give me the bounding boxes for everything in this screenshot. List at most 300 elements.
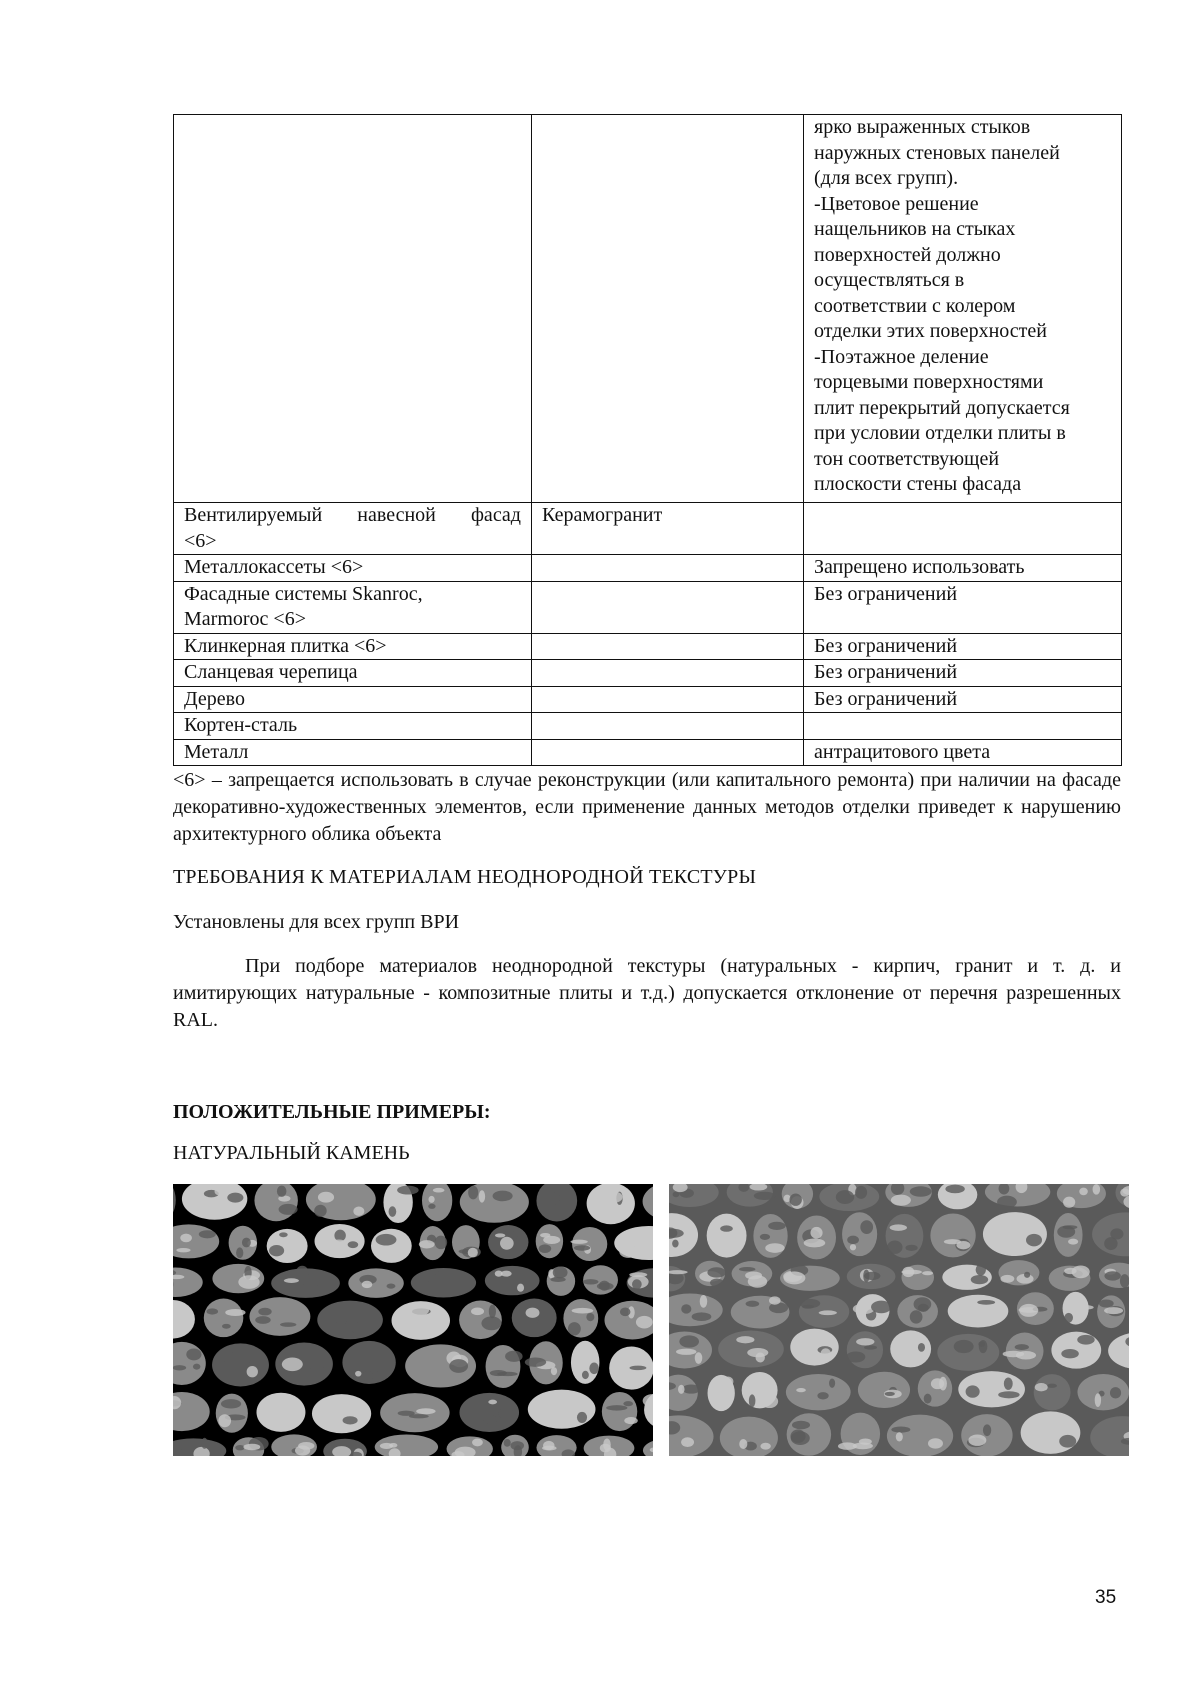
stone-speckle <box>796 1388 806 1392</box>
stone-speckle <box>258 1308 271 1316</box>
stone-speckle <box>396 1202 405 1214</box>
stone-speckle <box>362 1371 373 1381</box>
stone-speckle <box>504 1439 511 1447</box>
stone-speckle <box>262 1416 269 1421</box>
stone-speckle <box>389 1206 397 1217</box>
stone-speckle <box>789 1194 801 1206</box>
stone-wall-photo-2 <box>669 1184 1129 1456</box>
stone-speckle <box>318 1192 334 1203</box>
stone-speckle <box>939 1377 947 1391</box>
stone-speckle <box>355 1371 361 1377</box>
stone-shape <box>528 1390 596 1429</box>
stone-speckle <box>1064 1268 1077 1274</box>
stone-shape <box>718 1331 784 1368</box>
stone-speckle <box>605 1192 622 1203</box>
stone-speckle <box>353 1207 364 1216</box>
stone-speckle <box>1030 1224 1040 1228</box>
stone-speckle <box>343 1416 358 1424</box>
stone-speckle <box>235 1445 245 1450</box>
stone-speckle <box>636 1316 653 1329</box>
stone-speckle <box>864 1345 877 1349</box>
body-paragraph: При подборе материалов неоднородной текстуры (натуральных - кирпич, гранит и т. д. и имитирующих натуральные - композитные плиты и т.д.) допускается отклонение от перечня разрешенных RAL. <box>173 955 1121 1031</box>
stone-shape <box>371 1229 412 1263</box>
stone-speckle <box>769 1296 781 1304</box>
stone-speckle <box>249 1360 255 1365</box>
facade-materials-table <box>173 114 1122 766</box>
stone-speckle <box>1104 1271 1120 1280</box>
stone-speckle <box>468 1248 478 1258</box>
stone-speckle <box>547 1205 563 1213</box>
stone-speckle <box>859 1438 872 1444</box>
stone-speckle <box>910 1310 923 1323</box>
stone-shape <box>256 1393 305 1432</box>
stone-speckle <box>1063 1197 1075 1208</box>
stone-shape <box>1034 1374 1071 1410</box>
stone-speckle <box>376 1234 397 1246</box>
stone-speckle <box>856 1338 874 1345</box>
table-cell <box>532 713 804 740</box>
cell-line: Вентилируемый навесной фасад <box>184 504 521 526</box>
stone-speckle <box>173 1365 186 1370</box>
stone-speckle <box>1019 1304 1038 1317</box>
stone-speckle <box>280 1322 296 1326</box>
stone-speckle <box>695 1352 703 1364</box>
stone-speckle <box>597 1283 614 1290</box>
table-row <box>174 713 1122 740</box>
stone-speckle <box>749 1394 756 1407</box>
stone-speckle <box>419 1240 435 1248</box>
stone-speckle <box>351 1322 359 1333</box>
examples-subtitle: НАТУРАЛЬНЫЙ КАМЕНЬ <box>173 1142 410 1164</box>
stone-speckle <box>449 1359 468 1373</box>
stone-speckle <box>676 1349 696 1355</box>
stone-shape <box>312 1394 371 1433</box>
stone-speckle <box>488 1400 497 1405</box>
stone-speckle <box>283 1248 293 1255</box>
stone-speckle <box>1003 1351 1025 1357</box>
stone-speckle <box>678 1385 685 1394</box>
stone-speckle <box>583 1279 599 1284</box>
stone-speckle <box>398 1411 415 1416</box>
stone-shape <box>786 1374 851 1410</box>
stone-speckle <box>624 1417 637 1424</box>
table-cell: Без ограничений <box>804 633 1122 660</box>
stone-speckle <box>411 1303 429 1316</box>
table-row <box>174 555 1122 582</box>
stone-speckle <box>493 1191 513 1202</box>
stone-speckle <box>836 1190 854 1204</box>
stone-speckle <box>924 1394 932 1404</box>
stone-speckle <box>855 1186 867 1199</box>
stone-speckle <box>682 1385 700 1394</box>
stone-wall-photo-1 <box>173 1184 653 1456</box>
stone-speckle <box>399 1320 412 1331</box>
stone-speckle <box>994 1224 1000 1230</box>
stone-speckle <box>242 1238 251 1248</box>
stone-speckle <box>255 1316 270 1324</box>
stone-speckle <box>489 1305 496 1319</box>
stone-speckle <box>897 1345 907 1352</box>
table-cell <box>532 739 804 766</box>
stone-shape <box>587 1184 635 1224</box>
stone-speckle <box>428 1204 435 1209</box>
stone-speckle <box>692 1312 712 1321</box>
stone-speckle <box>298 1442 314 1450</box>
stone-speckle <box>1077 1335 1094 1345</box>
stone-speckle <box>739 1439 747 1449</box>
stone-speckle <box>559 1192 572 1203</box>
stone-speckle <box>623 1401 633 1406</box>
examples-title: ПОЛОЖИТЕЛЬНЫЕ ПРИМЕРЫ: <box>173 1101 491 1123</box>
stone-shape <box>485 1266 540 1295</box>
stone-speckle <box>314 1205 327 1217</box>
table-row <box>174 581 1122 633</box>
stone-speckle <box>829 1379 835 1388</box>
stone-speckle <box>186 1349 201 1361</box>
stone-shape <box>790 1329 838 1366</box>
stone-speckle <box>269 1245 284 1256</box>
table-cell <box>532 115 804 503</box>
stone-shape <box>317 1301 383 1340</box>
stone-speckle <box>768 1222 785 1230</box>
stone-speckle <box>1093 1184 1101 1194</box>
stone-shape <box>572 1227 607 1261</box>
table-cell <box>174 581 532 633</box>
stone-speckle <box>215 1187 224 1195</box>
stone-speckle <box>435 1271 453 1282</box>
table-row <box>174 503 1122 555</box>
stone-speckle <box>1064 1313 1073 1323</box>
stone-speckle <box>619 1245 637 1258</box>
stone-speckle <box>918 1343 925 1352</box>
stone-speckle <box>901 1270 922 1275</box>
table-cell: Клинкерная плитка <6> <box>174 633 532 660</box>
stone-speckle <box>971 1275 988 1284</box>
stone-speckle <box>589 1363 599 1375</box>
cell-line: <6> <box>184 529 217 552</box>
stone-speckle <box>302 1279 322 1286</box>
stone-speckle <box>481 1316 501 1330</box>
table-cell: Без ограничений <box>804 686 1122 713</box>
stone-speckle <box>976 1264 986 1276</box>
stone-speckle <box>629 1272 647 1277</box>
stone-speckle <box>1057 1226 1075 1238</box>
stone-speckle <box>570 1240 587 1244</box>
stone-speckle <box>810 1227 822 1239</box>
table-cell <box>804 713 1122 740</box>
stone-speckle <box>804 1238 826 1247</box>
cell-line: Marmoroc <6> <box>184 608 306 630</box>
stone-shape <box>890 1330 931 1367</box>
stone-speckle <box>227 1193 243 1203</box>
stone-speckle <box>978 1341 985 1347</box>
stone-speckle <box>944 1195 957 1202</box>
table-cell: Без ограничений <box>804 660 1122 687</box>
stone-speckle <box>193 1364 200 1370</box>
stone-speckle <box>679 1335 699 1347</box>
table-cell: антрацитового цвета <box>804 739 1122 766</box>
section-title: ТРЕБОВАНИЯ К МАТЕРИАЛАМ НЕОДНОРОДНОЙ ТЕКСТУРЫ <box>173 866 757 888</box>
stone-speckle <box>582 1371 589 1379</box>
stone-speckle <box>672 1240 679 1248</box>
stone-speckle <box>282 1357 303 1371</box>
stone-speckle <box>553 1192 560 1204</box>
stone-speckle <box>853 1304 875 1315</box>
table-cell: Металлокассеты <6> <box>174 555 532 582</box>
stone-speckle <box>281 1409 294 1418</box>
table-cell: Без ограничений <box>804 581 1122 633</box>
stone-speckle <box>606 1405 627 1410</box>
stone-speckle <box>218 1414 231 1427</box>
stone-speckle <box>799 1299 820 1308</box>
stone-speckle <box>1035 1383 1048 1391</box>
stone-speckle <box>681 1304 691 1313</box>
stone-shape <box>212 1343 269 1386</box>
stone-speckle <box>887 1241 902 1254</box>
table-row <box>174 739 1122 766</box>
stone-speckle <box>221 1399 241 1408</box>
stone-speckle <box>387 1283 396 1288</box>
table-footnote: <6> – запрещается использовать в случае реконструкции (или капитального ремонта) при наличии на фасаде декоративно-художественных элементов, если применение данных методов отделки приведет к нарушению архитектурного облика объекта <box>173 769 1121 845</box>
stone-speckle <box>760 1234 770 1240</box>
stone-speckle <box>433 1188 445 1193</box>
stone-speckle <box>871 1301 891 1314</box>
table-row <box>174 115 1122 503</box>
stone-speckle <box>525 1358 546 1367</box>
stone-speckle <box>945 1185 964 1194</box>
stone-speckle <box>243 1444 260 1451</box>
stone-speckle <box>275 1408 281 1413</box>
stone-shape <box>858 1372 910 1408</box>
stone-speckle <box>277 1186 287 1197</box>
stone-speckle <box>784 1271 806 1284</box>
stone-speckle <box>1110 1228 1123 1239</box>
stone-speckle <box>977 1300 995 1305</box>
stone-speckle <box>817 1392 828 1399</box>
stone-speckle <box>1099 1300 1114 1308</box>
stone-speckle <box>539 1244 552 1253</box>
scope-line: Установлены для всех групп ВРИ <box>173 911 460 933</box>
stone-speckle <box>551 1367 557 1375</box>
stone-speckle <box>896 1432 903 1441</box>
stone-speckle <box>954 1340 974 1353</box>
stone-speckle <box>891 1426 910 1432</box>
stone-speckle <box>928 1438 943 1448</box>
stone-speckle <box>1068 1239 1078 1245</box>
stone-speckle <box>736 1336 754 1343</box>
stone-speckle <box>754 1192 776 1200</box>
table-cell: Керамогранит <box>532 503 804 555</box>
stone-speckle <box>575 1371 583 1377</box>
table-cell: Кортен-сталь <box>174 713 532 740</box>
stone-speckle <box>497 1372 518 1376</box>
stone-speckle <box>416 1408 435 1414</box>
stone-speckle <box>615 1368 632 1378</box>
stone-speckle <box>957 1279 970 1284</box>
table-cell <box>532 686 804 713</box>
stone-speckle <box>550 1277 565 1282</box>
stone-speckle <box>1095 1393 1101 1407</box>
stone-speckle <box>1120 1274 1129 1288</box>
stone-shape <box>204 1298 244 1337</box>
stone-speckle <box>720 1225 733 1231</box>
stone-speckle <box>296 1266 309 1280</box>
stone-speckle <box>723 1234 738 1245</box>
stone-speckle <box>238 1275 259 1289</box>
stone-speckle <box>914 1297 932 1311</box>
stone-speckle <box>247 1366 258 1377</box>
stone-speckle <box>471 1308 484 1316</box>
stone-shape <box>602 1392 637 1431</box>
stone-speckle <box>336 1308 343 1314</box>
table-cell <box>532 660 804 687</box>
stone-speckle <box>498 1408 513 1419</box>
table-cell: Дерево <box>174 686 532 713</box>
stone-speckle <box>483 1415 497 1424</box>
table-cell <box>174 503 532 555</box>
stone-speckle <box>944 1239 961 1244</box>
stone-speckle <box>543 1441 554 1450</box>
stone-speckle <box>577 1412 587 1423</box>
stone-speckle <box>468 1186 478 1200</box>
stone-speckle <box>860 1220 873 1234</box>
stone-speckle <box>966 1385 980 1397</box>
stone-speckle <box>846 1351 865 1362</box>
stone-shape <box>348 1268 403 1297</box>
stone-speckle <box>1074 1312 1084 1318</box>
stone-speckle <box>279 1204 298 1215</box>
stone-speckle <box>1004 1377 1013 1389</box>
stone-speckle <box>1024 1272 1030 1278</box>
stone-speckle <box>765 1243 784 1253</box>
stone-shape <box>847 1331 883 1368</box>
stone-speckle <box>206 1308 218 1314</box>
stone-speckle <box>279 1232 288 1237</box>
stone-speckle <box>586 1313 594 1321</box>
stone-speckle <box>1073 1305 1094 1310</box>
stone-speckle <box>710 1279 724 1288</box>
table-cell <box>174 115 532 503</box>
stone-speckle <box>910 1186 932 1196</box>
stone-speckle <box>284 1278 299 1283</box>
stone-speckle <box>223 1351 235 1363</box>
stone-speckle <box>791 1431 810 1445</box>
stone-speckle <box>500 1237 514 1250</box>
stone-speckle <box>336 1314 347 1326</box>
stone-speckle <box>745 1272 762 1280</box>
stone-speckle <box>574 1245 590 1251</box>
table-cell: Сланцевая черепица <box>174 660 532 687</box>
stone-speckle <box>201 1438 207 1449</box>
stone-speckle <box>800 1348 818 1354</box>
stone-speckle <box>1110 1387 1121 1398</box>
table-cell <box>804 503 1122 555</box>
stone-speckle <box>890 1224 907 1230</box>
stone-speckle <box>700 1295 708 1308</box>
stone-speckle <box>428 1196 434 1203</box>
stone-speckle <box>472 1438 483 1446</box>
stone-speckle <box>543 1395 558 1407</box>
stone-speckle <box>397 1186 419 1195</box>
table-cell <box>532 633 804 660</box>
stone-speckle <box>389 1443 397 1448</box>
table-row <box>174 686 1122 713</box>
stone-speckle <box>176 1248 190 1252</box>
stone-speckle <box>620 1308 631 1317</box>
stone-speckle <box>225 1309 245 1316</box>
table-cell: Запрещено использовать <box>804 555 1122 582</box>
stone-speckle <box>396 1237 405 1243</box>
stone-speckle <box>905 1245 917 1251</box>
stone-speckle <box>495 1271 503 1277</box>
stone-speckle <box>599 1206 616 1210</box>
table-cell <box>532 581 804 633</box>
stone-speckle <box>199 1230 216 1238</box>
stone-speckle <box>864 1272 880 1280</box>
stone-speckle <box>838 1442 857 1450</box>
stone-speckle <box>707 1267 726 1277</box>
stone-shape <box>930 1213 975 1257</box>
stone-speckle <box>819 1310 837 1315</box>
stone-speckle <box>568 1322 581 1335</box>
stone-speckle <box>723 1377 734 1387</box>
stone-speckle <box>348 1241 359 1248</box>
stone-speckle <box>1079 1188 1088 1196</box>
table-cell: Металл <box>174 739 532 766</box>
stone-speckle <box>505 1351 523 1362</box>
stone-speckle <box>526 1308 540 1318</box>
stone-speckle <box>821 1348 831 1358</box>
stone-speckle <box>632 1279 642 1289</box>
stone-speckle <box>1059 1435 1076 1448</box>
stone-speckle <box>222 1324 231 1329</box>
stone-speckle <box>673 1192 680 1198</box>
stone-speckle <box>543 1236 560 1244</box>
stone-speckle <box>847 1236 859 1245</box>
stone-speckle <box>517 1284 524 1292</box>
stone-speckle <box>1061 1349 1079 1358</box>
stone-speckle <box>236 1247 243 1258</box>
stone-speckle <box>1000 1275 1014 1283</box>
table-cell <box>532 555 804 582</box>
stone-speckle <box>479 1190 485 1202</box>
stone-speckle <box>1104 1307 1123 1314</box>
stone-speckle <box>998 1391 1019 1398</box>
stone-shape <box>842 1212 877 1256</box>
stone-speckle <box>331 1239 346 1246</box>
stone-speckle <box>180 1234 192 1243</box>
stone-speckle <box>495 1233 505 1237</box>
stone-speckle <box>572 1308 594 1314</box>
stone-speckle <box>1015 1344 1029 1350</box>
table-cell-requirements: ярко выраженных стыков наружных стеновых панелей (для всех групп). -Цветовое решение нащельников на стыках поверхностей должно осуществляться в соответствии с колером отделки этих поверхностей -Поэтажное деление торцевыми поверхностями плит перекрытий допускается при условии отделки плиты в тон соответствующей плоскости стены фасада <box>804 115 1122 503</box>
stone-speckle <box>969 1304 980 1316</box>
stone-speckle <box>1047 1384 1057 1388</box>
stone-speckle <box>435 1236 448 1250</box>
table-row <box>174 660 1122 687</box>
stone-speckle <box>850 1244 856 1250</box>
stone-speckle <box>760 1443 770 1450</box>
stone-speckle <box>746 1301 760 1307</box>
stone-speckle <box>983 1424 991 1436</box>
stone-shape <box>380 1393 449 1432</box>
table-row <box>174 633 1122 660</box>
stone-shape <box>249 1297 310 1336</box>
stone-speckle <box>792 1421 810 1430</box>
stone-speckle <box>916 1353 927 1360</box>
stone-shape <box>983 1212 1047 1256</box>
stone-speckle <box>997 1196 1017 1209</box>
